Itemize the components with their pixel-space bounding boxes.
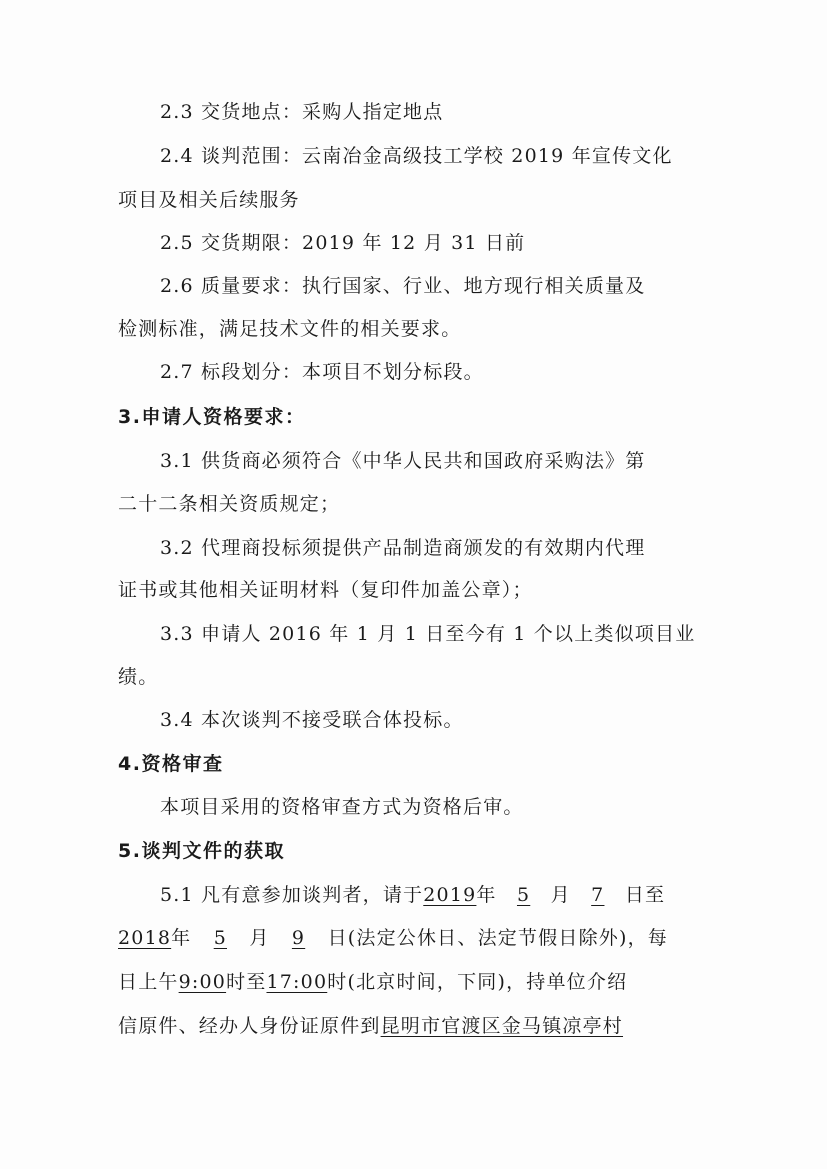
line3-mid: 时至 xyxy=(226,971,267,993)
item-2-6-line1: 2.6 质量要求：执行国家、行业、地方现行相关质量及 xyxy=(160,275,646,297)
start-month: 5 xyxy=(516,884,531,906)
item-2-4-line1: 2.4 谈判范围：云南冶金高级技工学校 2019 年宣传文化 xyxy=(160,145,673,167)
end-month: 5 xyxy=(213,927,227,949)
end-year: 2018 xyxy=(118,927,172,949)
end-suffix: 日(法定公休日、法定节假日除外)，每 xyxy=(327,927,668,949)
item-3-1-line2: 二十二条相关资质规定； xyxy=(118,493,341,515)
item-5-1-line3 xyxy=(0,968,827,996)
line3-prefix: 日上午 xyxy=(118,971,179,993)
item-3-2-line2: 证书或其他相关证明材料（复印件加盖公章）； xyxy=(118,579,533,601)
section-4-body: 本项目采用的资格审查方式为资格后审。 xyxy=(160,796,524,818)
item-2-5: 2.5 交货期限：2019 年 12 月 31 日前 xyxy=(160,232,526,254)
item-2-4-line2: 项目及相关后续服务 xyxy=(118,189,300,211)
end-year-char: 年 xyxy=(171,927,192,949)
end-day: 9 xyxy=(291,927,306,949)
am-time: 9:00 xyxy=(178,971,227,993)
item-5-1-prefix: 5.1 凡有意参加谈判者，请于 xyxy=(160,884,424,906)
item-3-1-line1: 3.1 供货商必须符合《中华人民共和国政府采购法》第 xyxy=(160,450,646,472)
location: 昆明市官渡区金马镇凉亭村 xyxy=(380,1015,624,1037)
start-year-char: 年 xyxy=(476,884,497,906)
section-4-heading: 4.资格审查 xyxy=(118,753,224,775)
pm-time: 17:00 xyxy=(266,971,328,993)
item-5-1-line4 xyxy=(0,1012,827,1040)
item-2-6-line2: 检测标准，满足技术文件的相关要求。 xyxy=(118,318,462,340)
section-3-heading: 3.申请人资格要求： xyxy=(118,406,306,428)
start-month-char: 月 xyxy=(550,884,571,906)
item-5-1-line1 xyxy=(0,881,827,909)
start-day: 7 xyxy=(591,884,605,906)
line3-suffix: 时(北京时间，下同)，持单位介绍 xyxy=(327,971,628,993)
section-5-heading: 5.谈判文件的获取 xyxy=(118,840,285,862)
item-5-1-line2 xyxy=(0,924,827,952)
item-3-4: 3.4 本次谈判不接受联合体投标。 xyxy=(160,709,464,731)
item-3-3-line2: 绩。 xyxy=(118,666,159,688)
item-3-2-line1: 3.2 代理商投标须提供产品制造商颁发的有效期内代理 xyxy=(160,537,646,559)
item-2-3: 2.3 交货地点：采购人指定地点 xyxy=(160,101,444,123)
end-month-char: 月 xyxy=(249,927,270,949)
line4-prefix: 信原件、经办人身份证原件到 xyxy=(118,1015,381,1037)
item-3-3-line1: 3.3 申请人 2016 年 1 月 1 日至今有 1 个以上类似项目业 xyxy=(160,623,696,645)
start-day-to: 日至 xyxy=(624,884,666,906)
start-year: 2019 xyxy=(423,884,477,906)
item-2-7: 2.7 标段划分：本项目不划分标段。 xyxy=(160,361,484,383)
